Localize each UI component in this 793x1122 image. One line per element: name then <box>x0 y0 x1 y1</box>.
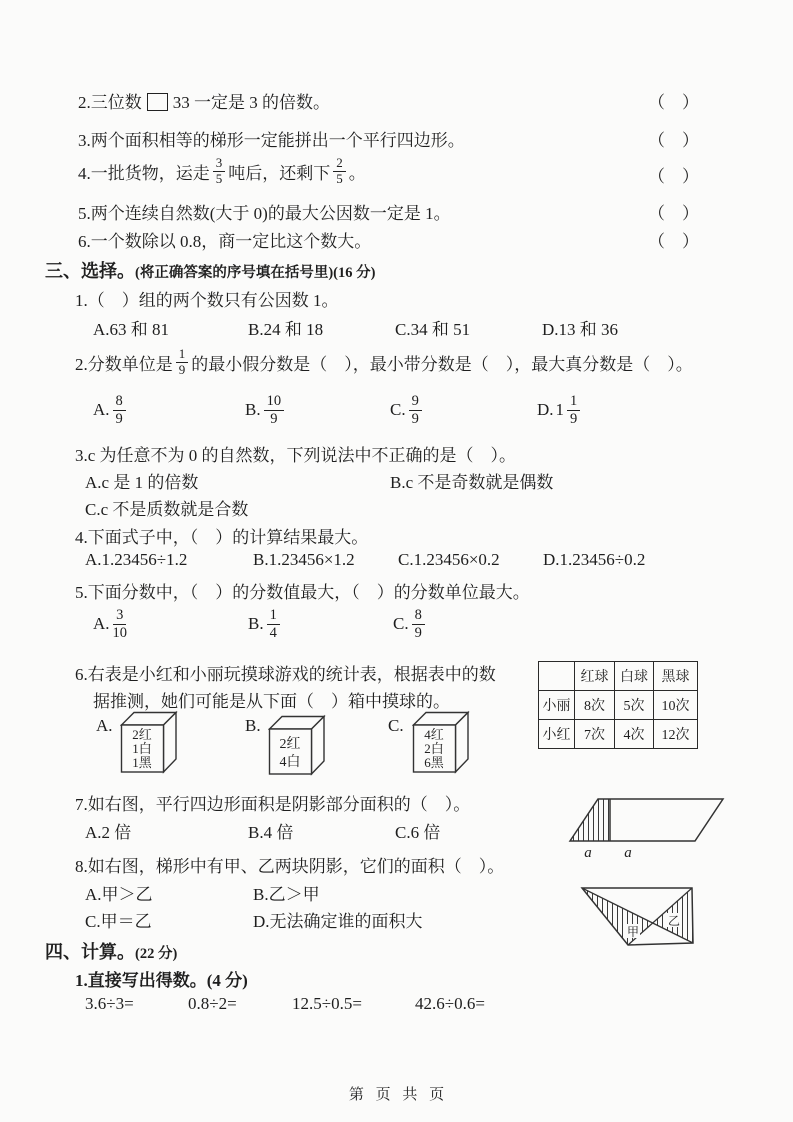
choice-q2-pre: 2.分数单位是 <box>75 354 173 374</box>
choice-q3: 3.c 为任意不为 0 的自然数，下列说法中不正确的是（ ）。 <box>75 446 517 465</box>
fraction-1-9: 1 9 <box>567 393 580 427</box>
table-row <box>539 720 698 749</box>
blank-square <box>147 93 168 111</box>
judge-q6: 6.一个数除以 0.8，商一定比这个数大。 <box>78 232 372 251</box>
judge-q4-pre: 4.一批货物，运走 <box>78 163 210 183</box>
cell: 4次 <box>615 720 654 749</box>
judge-q4-mid: 吨后，还剩下 <box>228 163 331 183</box>
judge-q3-answer-bracket: （ ） <box>648 131 699 150</box>
choice-q1-option-a: A.63 和 81 <box>93 320 170 339</box>
choice-q1: 1.（ ）组的两个数只有公因数 1。 <box>75 291 339 310</box>
box-a-figure <box>120 708 182 778</box>
base-segment-label-a2: a <box>624 845 632 861</box>
ball-statistics-table <box>538 661 698 749</box>
box-c-figure <box>412 708 474 778</box>
choice-q3-option-a: A.c 是 1 的倍数 <box>85 473 199 492</box>
choice-q6-line2: 据推测，她们可能是从下面（ ）箱中摸球的。 <box>93 692 450 711</box>
mixed-number-whole: 1 <box>555 400 565 419</box>
judge-q4-answer-bracket: （ ） <box>648 167 699 186</box>
box-a-label: A. <box>96 716 113 735</box>
choice-q4-option-d: D.1.23456÷0.2 <box>543 550 646 569</box>
fraction-1-4: 1 4 <box>267 607 280 641</box>
choice-q8-option-c: C.甲＝乙 <box>85 912 152 931</box>
box-a-line1: 2红 <box>132 727 152 742</box>
calc-expression-4: 42.6÷0.6= <box>415 994 485 1013</box>
box-c-line3: 6黑 <box>424 755 444 770</box>
fraction-3-10: 3 10 <box>112 606 128 641</box>
section-calc-heading <box>45 938 177 964</box>
option-label: B. <box>248 614 264 633</box>
cell: 7次 <box>575 720 615 749</box>
choice-q7: 7.如右图，平行四边形面积是阴影部分面积的（ ）。 <box>75 795 471 814</box>
box-a-line3: 1黑 <box>132 755 152 770</box>
fraction-2-5: 2 5 <box>333 156 346 187</box>
judge-q2-answer-bracket: （ ） <box>648 93 699 112</box>
section-calc-note: (22 分) <box>135 946 178 962</box>
choice-q4: 4.下面式子中，（ ）的计算结果最大。 <box>75 528 369 547</box>
header-red-ball: 红球 <box>575 662 615 691</box>
option-label: B. <box>245 400 261 419</box>
fraction-3-5: 3 5 <box>213 156 226 187</box>
box-a-line2: 1白 <box>132 741 152 756</box>
choice-q1-option-d: D.13 和 36 <box>542 320 619 339</box>
fraction-8-9: 8 9 <box>113 393 126 427</box>
choice-q5-option-b <box>248 602 283 646</box>
table-row <box>539 691 698 720</box>
judge-q2-post: 33 一定是 3 的倍数。 <box>172 93 330 112</box>
choice-q8: 8.如右图，梯形中有甲、乙两块阴影，它们的面积（ ）。 <box>75 857 505 876</box>
cell: 12次 <box>654 720 698 749</box>
choice-q2-option-c <box>390 388 425 432</box>
judge-q3: 3.两个面积相等的梯形一定能拼出一个平行四边形。 <box>78 131 465 150</box>
box-b-line1: 2红 <box>279 737 301 752</box>
choice-q8-option-d: D.无法确定谁的面积大 <box>253 912 423 931</box>
row-name: 小红 <box>539 720 575 749</box>
base-segment-label-a1: a <box>584 845 592 861</box>
option-label: C. <box>393 614 409 633</box>
choice-q3-option-c: C.c 不是质数就是合数 <box>85 500 249 519</box>
calc-expression-3: 12.5÷0.5= <box>292 994 362 1013</box>
box-c-line2: 2白 <box>424 741 444 756</box>
section-choice-note: (将正确答案的序号填在括号里)(16 分) <box>135 265 376 281</box>
judge-q4 <box>78 150 366 192</box>
cell: 8次 <box>575 691 615 720</box>
section-calc-title: 四、计算。 <box>45 942 135 962</box>
choice-q2-post: 的最小假分数是（ ），最小带分数是（ ），最大真分数是（ ）。 <box>191 354 693 374</box>
cell: 10次 <box>654 691 698 720</box>
parallelogram-figure <box>566 783 734 863</box>
trapezoid-figure <box>570 878 705 968</box>
choice-q4-option-c: C.1.23456×0.2 <box>398 550 500 569</box>
fraction-8-9: 8 9 <box>412 607 425 641</box>
option-label: A. <box>93 614 110 633</box>
shaded-region-label-jia: 甲 <box>626 925 640 939</box>
judge-q6-answer-bracket: （ ） <box>648 232 699 251</box>
choice-q8-option-a: A.甲＞乙 <box>85 885 153 904</box>
choice-q5-option-a <box>93 602 130 646</box>
page-footer: 第 页 共 页 <box>348 1087 445 1103</box>
choice-q2 <box>75 340 693 384</box>
choice-q1-option-b: B.24 和 18 <box>248 320 324 339</box>
choice-q5-option-c <box>393 602 428 646</box>
fraction-10-9: 10 9 <box>264 393 285 427</box>
box-b-figure <box>268 712 330 780</box>
judge-q2 <box>78 88 330 113</box>
choice-q7-option-c: C.6 倍 <box>395 823 441 842</box>
judge-q4-post: 。 <box>348 163 366 183</box>
fraction-1-9: 1 9 <box>176 347 189 378</box>
box-b-label: B. <box>245 716 261 735</box>
header-black-ball: 黑球 <box>654 662 698 691</box>
choice-q4-option-a: A.1.23456÷1.2 <box>85 550 188 569</box>
section-choice-title: 三、选择。 <box>45 261 135 281</box>
choice-q2-option-a <box>93 388 129 432</box>
option-label: A. <box>93 400 110 419</box>
option-label: D. <box>537 400 554 419</box>
shaded-region-label-yi: 乙 <box>667 914 681 928</box>
choice-q2-option-d <box>537 388 583 432</box>
option-label: C. <box>390 400 406 419</box>
choice-q4-option-b: B.1.23456×1.2 <box>253 550 355 569</box>
judge-q2-pre: 2.三位数 <box>78 93 142 112</box>
calc-expression-1: 3.6÷3= <box>85 994 134 1013</box>
choice-q8-option-b: B.乙＞甲 <box>253 885 320 904</box>
choice-q3-option-b: B.c 不是奇数就是偶数 <box>390 473 554 492</box>
calc-expression-2: 0.8÷2= <box>188 994 237 1013</box>
fraction-9-9: 9 9 <box>409 393 422 427</box>
box-b-line2: 4白 <box>279 755 301 770</box>
judge-q5: 5.两个连续自然数(大于 0)的最大公因数一定是 1。 <box>78 204 451 223</box>
calc-sub-heading: 1.直接写出得数。(4 分) <box>75 971 248 990</box>
judge-q5-answer-bracket: （ ） <box>648 204 699 223</box>
table-header-row <box>539 662 698 691</box>
section-choice-heading <box>45 257 375 283</box>
choice-q7-option-b: B.4 倍 <box>248 823 294 842</box>
box-c-line1: 4红 <box>424 727 444 742</box>
choice-q1-option-c: C.34 和 51 <box>395 320 471 339</box>
choice-q2-option-b <box>245 388 287 432</box>
cell: 5次 <box>615 691 654 720</box>
choice-q7-option-a: A.2 倍 <box>85 823 132 842</box>
box-c-label: C. <box>388 716 404 735</box>
choice-q6-line1: 6.右表是小红和小丽玩摸球游戏的统计表，根据表中的数 <box>75 665 496 684</box>
row-name: 小丽 <box>539 691 575 720</box>
choice-q5: 5.下面分数中，（ ）的分数值最大，（ ）的分数单位最大。 <box>75 583 530 602</box>
table-corner-cell <box>539 662 575 691</box>
header-white-ball: 白球 <box>615 662 654 691</box>
